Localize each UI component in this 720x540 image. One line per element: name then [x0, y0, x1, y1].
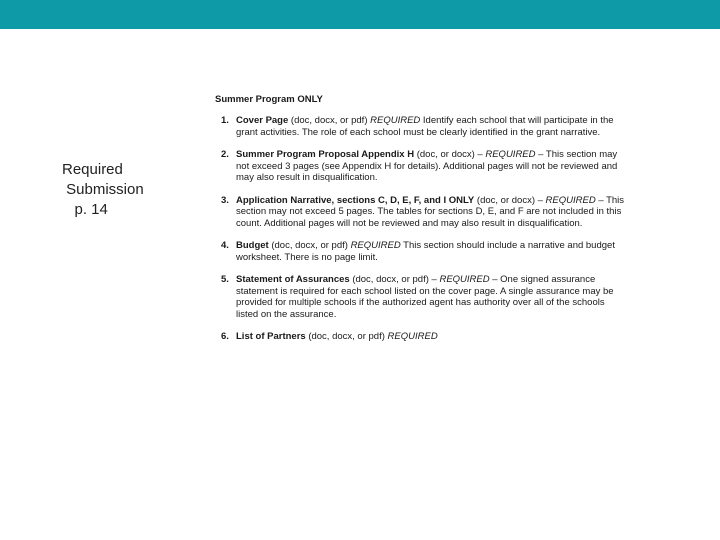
item-formats: (doc, or docx) – [414, 149, 486, 160]
item-required: REQUIRED [370, 115, 421, 126]
side-label-line-3: p. 14 [62, 201, 108, 218]
item-name: Application Narrative, sections C, D, E, F, and I ONLY [236, 194, 475, 206]
item-description: This section should include a narrative and budget worksheet. There is no page limit. [236, 240, 615, 263]
item-description: Identify each school that will participate in the grant activities. The role of each school must be clearly identified in the grant narrative. [236, 115, 614, 138]
item-formats: (doc, docx, or pdf) – [349, 274, 440, 285]
item-required: REQUIRED [545, 194, 596, 206]
item-description: – This section may not exceed 3 pages (see Appendix H for details). Additional pages will not be reviewed and may also result in disqualification. [236, 149, 618, 183]
item-number: 6. [221, 331, 229, 342]
item-name: Statement of Assurances [236, 274, 350, 285]
item-number: 3. [221, 194, 229, 206]
item-number: 1. [221, 115, 229, 126]
list-item [215, 195, 625, 230]
side-label-line-1: Required [62, 161, 123, 178]
document-title: Summer Program ONLY [215, 94, 323, 105]
item-name: Cover Page [236, 115, 289, 126]
item-required: REQUIRED [485, 149, 536, 160]
item-formats: (doc, docx, or pdf) [305, 331, 388, 342]
item-formats: (doc, docx, or pdf) [268, 240, 351, 251]
side-label [62, 160, 144, 220]
item-required: REQUIRED [439, 274, 490, 285]
list-item [215, 331, 625, 343]
document-excerpt [215, 94, 625, 354]
top-accent-bar [0, 0, 720, 29]
item-required: REQUIRED [387, 331, 438, 342]
item-required: REQUIRED [350, 240, 401, 251]
side-label-line-2: Submission [62, 181, 144, 198]
item-description: – One signed assurance statement is required for each school listed on the cover page. A single assurance may be provided for multiple schools if the authorized agent has authority over all of the schools listed on the assurance. [236, 274, 614, 320]
item-name: Budget [236, 240, 269, 251]
list-item [215, 115, 625, 138]
list-item [215, 149, 625, 184]
item-number: 2. [221, 149, 229, 160]
list-item [215, 240, 625, 263]
item-formats: (doc, docx, or pdf) [288, 115, 371, 126]
item-number: 4. [221, 240, 229, 251]
item-name: List of Partners [236, 331, 306, 342]
list-item [215, 274, 625, 320]
item-formats: (doc, or docx) – [474, 194, 546, 206]
item-name: Summer Program Proposal Appendix H [236, 149, 415, 160]
item-description: – This section may not exceed 5 pages. The tables for sections D, E, and F are not included in this count. Additional pages will not be reviewed and may also result in disqualification. [236, 194, 625, 229]
item-number: 5. [221, 274, 229, 285]
